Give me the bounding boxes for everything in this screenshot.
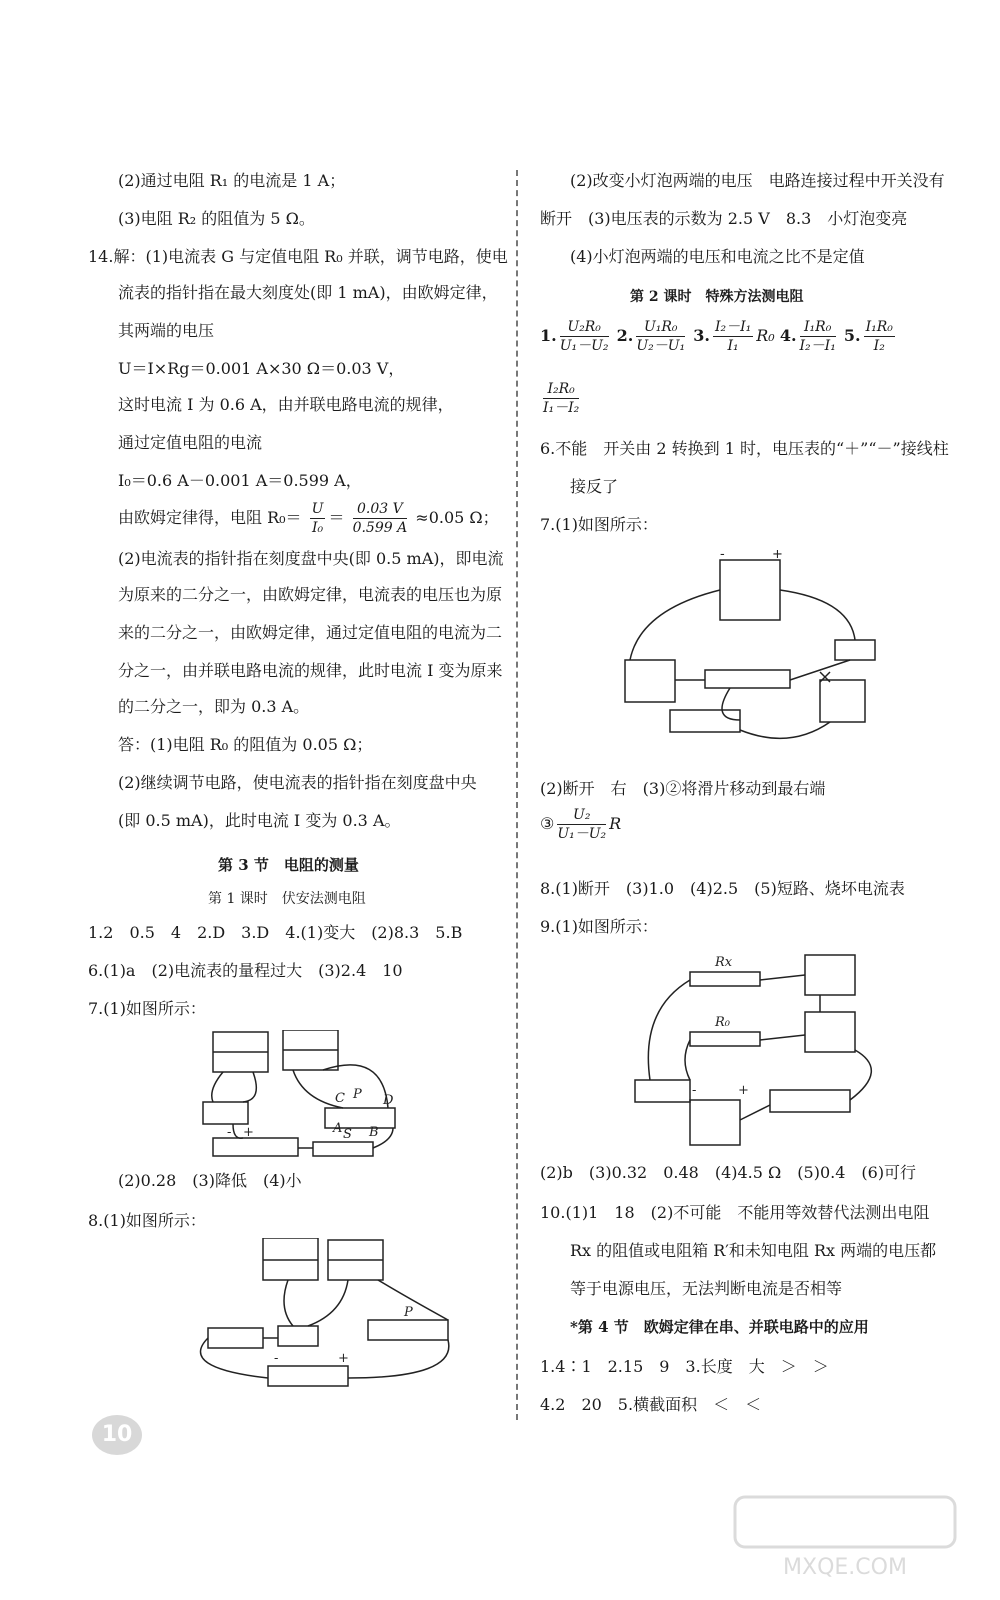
circuit-label: - <box>274 1351 279 1366</box>
answer-line: 7.(1)如图所示： <box>88 999 206 1018</box>
battery-icon <box>268 1366 348 1386</box>
circuit-label: P <box>404 1305 413 1320</box>
ammeter-icon <box>263 1238 318 1280</box>
switch-icon <box>635 1080 690 1102</box>
text-line: I₀＝0.6 A－0.001 A＝0.599 A， <box>118 471 362 490</box>
text-line: 为原来的二分之一，由欧姆定律，电流表的电压也为原 <box>118 585 503 604</box>
circuit-svg <box>193 1030 483 1160</box>
switch-icon <box>208 1328 263 1348</box>
circuit-label: D <box>383 1093 394 1108</box>
circuit-svg <box>610 550 920 750</box>
answer-line: 8.(1)如图所示： <box>88 1211 206 1230</box>
text-line: 断开 (3)电压表的示数为 2.5 V 8.3 小灯泡变亮 <box>540 209 908 228</box>
resistor-r0-icon <box>690 1032 760 1046</box>
answer-line: 10.(1)1 18 (2)不可能 不能用等效替代法测出电阻 <box>540 1203 930 1222</box>
answer-line: 8.(1)断开 (3)1.0 (4)2.5 (5)短路、烧坏电流表 <box>540 879 905 898</box>
text-line: 通过定值电阻的电流 <box>118 433 263 452</box>
circuit-diagram-r9 <box>630 950 910 1150</box>
circuit-svg <box>168 1238 478 1388</box>
answer-line: (2)断开 右 (3)②将滑片移动到最右端 <box>540 779 826 798</box>
formula-line: 由欧姆定律得，电阻 R₀＝ $\frac{U}{\text{I₀}}$ ＝ $\frac{0.03 V}{0.599 A}$ ≈0.05 Ω； <box>118 501 499 536</box>
answer-line: 9.(1)如图所示： <box>540 917 658 936</box>
text-line: 答：(1)电阻 R₀ 的阻值为 0.05 Ω； <box>118 735 373 754</box>
circuit-diagram-q7 <box>193 1030 483 1160</box>
rheostat-icon <box>368 1320 448 1340</box>
ammeter-icon <box>820 680 865 722</box>
resistor-icon <box>705 670 790 688</box>
lesson-title: 第 2 课时 特殊方法测电阻 <box>630 289 804 305</box>
text-line: 由欧姆定律得，电阻 R₀＝ <box>118 508 302 527</box>
rheostat-icon <box>670 710 740 732</box>
circuit-label: R₀ <box>715 1015 730 1030</box>
answer-line: 6.不能 开关由 2 转换到 1 时，电压表的“＋”“－”接线柱 <box>540 439 949 458</box>
circuit-label: + <box>772 550 783 562</box>
section-title: *第 4 节 欧姆定律在串、并联电路中的应用 <box>570 1318 869 1336</box>
answer-line: 1.4∶1 2.15 9 3.长度 大 ＞ ＞ <box>540 1357 829 1376</box>
voltmeter-icon <box>805 1012 855 1052</box>
fraction: $\frac{U}{\text{I₀}}$ <box>311 501 324 536</box>
circuit-label: P <box>353 1087 362 1102</box>
circuit-label: + <box>738 1083 749 1098</box>
text-line: 来的二分之一，由欧姆定律，通过定值电阻的电流为二 <box>118 623 503 642</box>
text-line: (2)电流表的指针指在刻度盘中央(即 0.5 mA)，即电流 <box>118 549 504 568</box>
text-line: 14.解：(1)电流表 G 与定值电阻 R₀ 并联，调节电路，使电 <box>88 247 508 266</box>
circuit-label: A <box>333 1121 343 1136</box>
battery-icon <box>213 1138 298 1156</box>
circuit-label: C <box>335 1091 345 1106</box>
resistor-rx-icon <box>690 972 760 986</box>
circuit-label: S <box>343 1127 352 1142</box>
text-line: 这时电流 I 为 0.6 A，由并联电路电流的规律， <box>118 395 454 414</box>
rheostat-icon <box>770 1090 850 1112</box>
fraction-answer-5b: $\frac{\text{I₂R₀}}{\text{I₁－I₂}}$ <box>543 381 580 416</box>
circuit-diagram-r7 <box>610 550 920 750</box>
text-line: 其两端的电压 <box>118 321 215 340</box>
switch-icon <box>313 1142 373 1156</box>
text-line: U＝I×Rg＝0.001 A×30 Ω＝0.03 V， <box>118 359 405 378</box>
answer-line: (2)0.28 (3)降低 (4)小 <box>118 1171 302 1190</box>
lesson-title: 第 1 课时 伏安法测电阻 <box>208 891 366 907</box>
answer-line: 4.2 20 5.横截面积 ＜ ＜ <box>540 1395 762 1414</box>
circuit-label: Rx <box>715 955 733 970</box>
watermark-logo <box>730 1492 960 1582</box>
answer-line: 6.(1)a (2)电流表的量程过大 (3)2.4 10 <box>88 961 403 980</box>
switch-icon <box>835 640 875 660</box>
circuit-label: - <box>692 1083 697 1098</box>
page-number: 10 <box>92 1415 142 1455</box>
text-line: 分之一，由并联电路电流的规律，此时电流 I 变为原来 <box>118 661 503 680</box>
section-title: 第 3 节 电阻的测量 <box>218 856 359 874</box>
voltmeter-icon <box>805 955 855 995</box>
fraction: $\frac{0.03 V}{0.599 A}$ <box>352 501 408 536</box>
answer-line: 等于电源电压，无法判断电流是否相等 <box>570 1279 843 1298</box>
fraction-answers: 1. $\frac{\text{U₂R₀}}{\text{U₁－U₂}}$ 2. $\frac{\text{U₁R₀}}{\text{U₂－U₁}}$ 3. $\frac{\text{I₂－I₁}}{\text{I₁}}$ R₀ 4. $\frac{\text{I₁R₀}}{\text{I₂－I₁}}$ 5. $\frac{\text{I₁R₀}}{\text{I₂}}$ <box>540 319 893 354</box>
voltmeter-icon <box>625 660 675 702</box>
answer-line: (2)b (3)0.32 0.48 (4)4.5 Ω (5)0.4 (6)可行 <box>540 1163 917 1182</box>
circuit-diagram-q8 <box>168 1238 478 1388</box>
text-line: (即 0.5 mA)，此时电流 I 变为 0.3 A。 <box>118 811 401 830</box>
circuit-svg <box>630 950 910 1150</box>
lamp-icon <box>203 1102 248 1124</box>
watermark-text: MXQE.COM <box>783 1555 907 1580</box>
answer-line: Rx 的阻值或电阻箱 R′和未知电阻 Rx 两端的电压都 <box>570 1241 937 1260</box>
battery-icon <box>720 560 780 620</box>
text-line: 流表的指针指在最大刻度处(即 1 mA)，由欧姆定律， <box>118 283 498 302</box>
circuit-label: - <box>227 1125 232 1140</box>
answer-line: 接反了 <box>570 477 619 496</box>
battery-icon <box>690 1100 740 1145</box>
circuit-label: - <box>720 550 725 562</box>
answer-line: 7.(1)如图所示： <box>540 515 658 534</box>
lamp-icon <box>278 1326 318 1346</box>
circuit-label: B <box>369 1125 379 1140</box>
text-line: (2)继续调节电路，使电流表的指针指在刻度盘中央 <box>118 773 477 792</box>
formula-line: ③ $\frac{\text{U₂}}{\text{U₁－U₂}}$ R <box>540 807 622 842</box>
text-line: (2)通过电阻 R₁ 的电流是 1 A； <box>118 171 346 190</box>
column-divider <box>516 170 528 1420</box>
circuit-label: + <box>243 1125 254 1140</box>
text-line: (2)改变小灯泡两端的电压 电路连接过程中开关没有 <box>570 171 945 190</box>
text-line: (3)电阻 R₂ 的阻值为 5 Ω。 <box>118 209 315 228</box>
answer-line: 1.2 0.5 4 2.D 3.D 4.(1)变大 (2)8.3 5.B <box>88 923 463 942</box>
text-line: 的二分之一，即为 0.3 A。 <box>118 697 310 716</box>
circuit-label: + <box>338 1351 349 1366</box>
text-line: (4)小灯泡两端的电压和电流之比不是定值 <box>570 247 865 266</box>
